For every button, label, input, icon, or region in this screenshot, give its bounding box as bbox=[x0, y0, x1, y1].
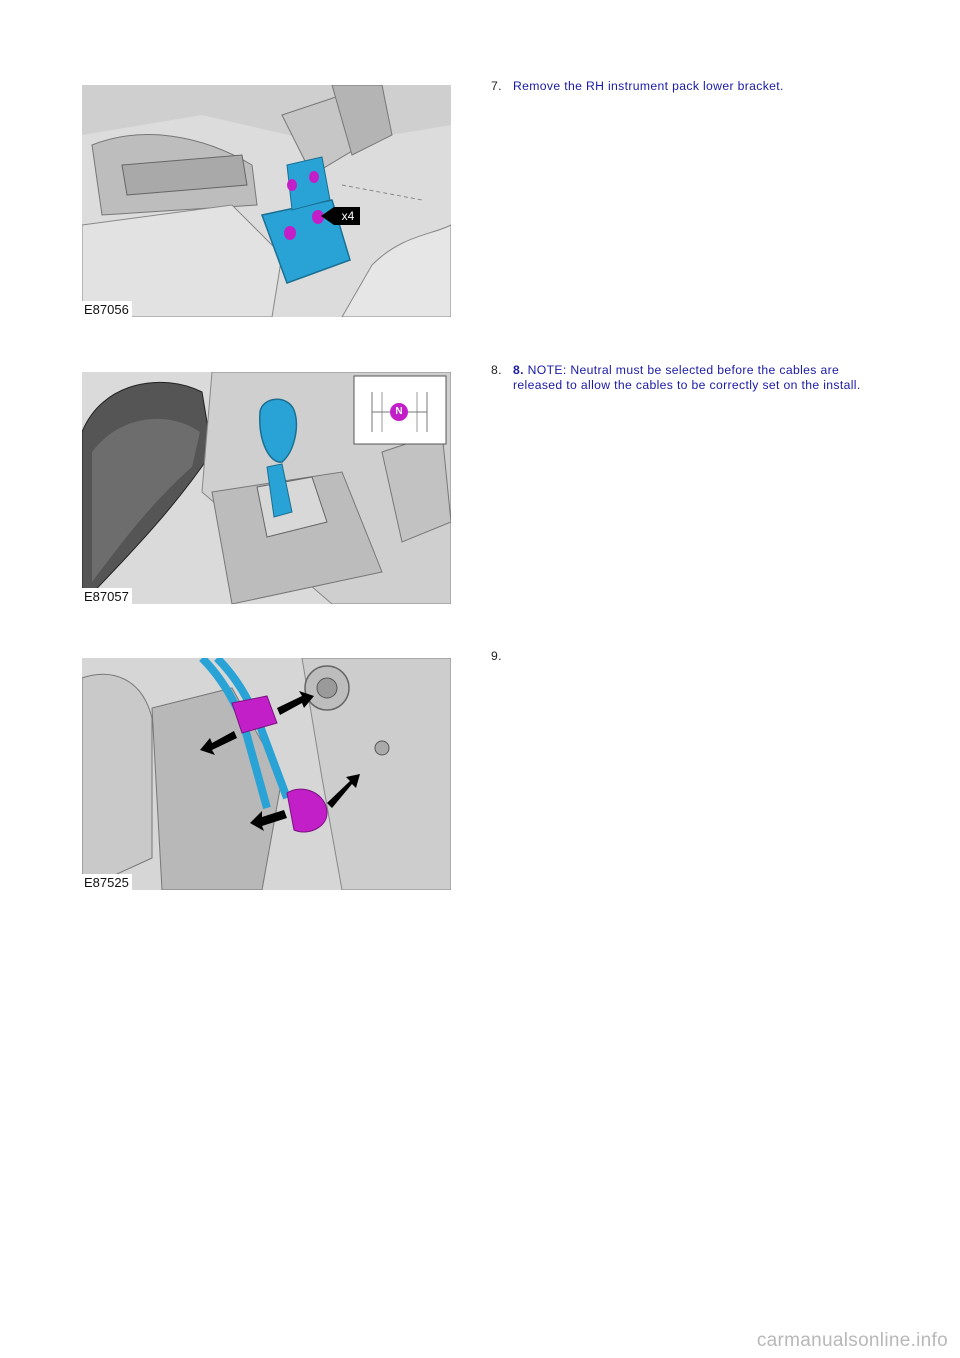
bracket-illustration bbox=[82, 85, 451, 317]
callout-label: x4 bbox=[341, 209, 355, 223]
step-bold-number: 8. bbox=[513, 363, 524, 377]
step-number: 8. bbox=[491, 363, 502, 377]
step-text: Remove the RH instrument pack lower bracket. bbox=[513, 79, 784, 93]
figure-e87056 bbox=[82, 85, 451, 317]
figure-code: E87057 bbox=[82, 588, 132, 604]
figure-code: E87056 bbox=[82, 301, 132, 317]
neutral-label: N bbox=[395, 406, 403, 417]
figure-e87057 bbox=[82, 372, 451, 604]
footer-watermark: carmanualsonline.info bbox=[756, 1330, 948, 1351]
step-number: 7. bbox=[491, 79, 502, 93]
step-number: 9. bbox=[491, 649, 502, 663]
step-note: NOTE: Neutral must be selected before the cables are released to allow the cables to be correctly set on the install. bbox=[513, 363, 861, 392]
step-text bbox=[513, 363, 883, 393]
figure-e87525 bbox=[82, 658, 451, 890]
figure-code: E87525 bbox=[82, 874, 132, 890]
cable-illustration bbox=[82, 658, 451, 890]
